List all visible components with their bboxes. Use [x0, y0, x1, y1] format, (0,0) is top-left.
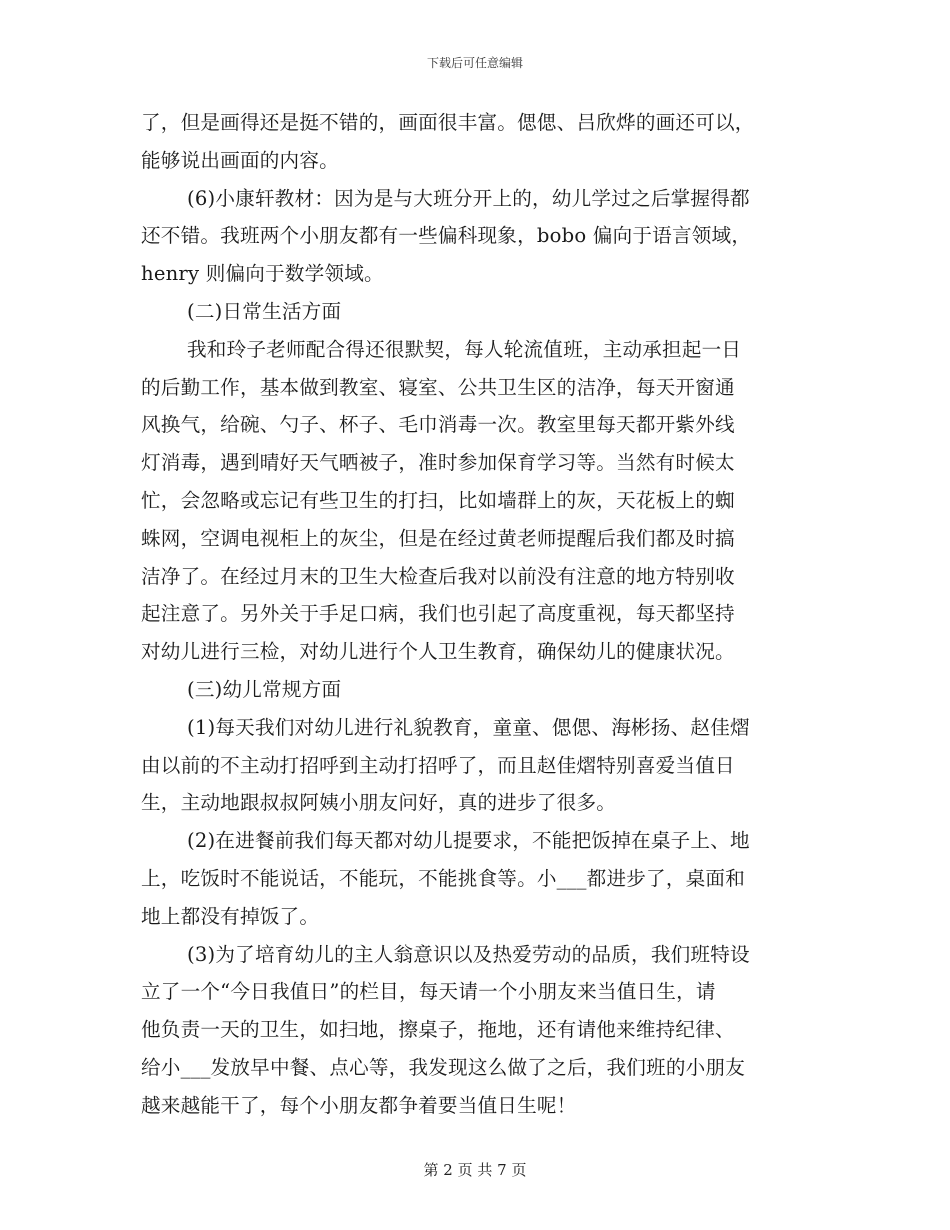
paragraph-start: (1)每天我们对幼儿进行礼貌教育，童童、偲偲、海彬扬、赵佳熠: [187, 715, 750, 739]
text-line: 还不错。我班两个小朋友都有一些偏科现象，bobo 偏向于语言领域，: [141, 224, 752, 248]
text-line: henry 则偏向于数学领域。: [141, 262, 384, 286]
text-line: 起注意了。另外关于手足口病，我们也引起了高度重视，每天都坚持: [141, 602, 735, 626]
page-header: 下载后可任意编辑: [426, 56, 523, 70]
page-footer: 第 2 页 共 7 页: [423, 1161, 527, 1179]
text-line: 立了一个“今日我值日”的栏目，每天请一个小朋友来当值日生，请: [141, 980, 716, 1004]
text-line: 能够说出画面的内容。: [141, 148, 339, 172]
text-line: 由以前的不主动打招呼到主动打招呼了，而且赵佳熠特别喜爱当值日: [141, 753, 735, 777]
paragraph-start: (2)在进餐前我们每天都对幼儿提要求，不能把饭掉在桌子上、地: [187, 829, 750, 853]
text-line: 蛛网，空调电视柜上的灰尘，但是在经过黄老师提醒后我们都及时搞: [141, 526, 735, 550]
section-heading: (二)日常生活方面: [187, 299, 342, 323]
text-line: 对幼儿进行三检，对幼儿进行个人卫生教育，确保幼儿的健康状况。: [141, 640, 735, 664]
section-heading: (三)幼儿常规方面: [187, 677, 342, 701]
text-line: 给小___发放早中餐、点心等，我发现这么做了之后，我们班的小朋友: [141, 1055, 746, 1079]
text-line: 生，主动地跟叔叔阿姨小朋友问好，真的进步了很多。: [141, 791, 617, 815]
text-line: 的后勤工作，基本做到教室、寝室、公共卫生区的洁净，每天开窗通: [141, 375, 735, 399]
text-line: 灯消毒，遇到晴好天气晒被子，准时参加保育学习等。当然有时候太: [141, 451, 735, 475]
paragraph-start: (3)为了培育幼儿的主人翁意识以及热爱劳动的品质，我们班特设: [187, 942, 750, 966]
text-line: 风换气，给碗、勺子、杯子、毛巾消毒一次。教室里每天都开紫外线: [141, 413, 735, 437]
text-line: 了，但是画得还是挺不错的，画面很丰富。偲偲、吕欣烨的画还可以，: [141, 111, 755, 134]
text-line: 忙，会忽略或忘记有些卫生的打扫，比如墙群上的灰，天花板上的蜘: [141, 488, 735, 512]
paragraph-start: (6)小康轩教材：因为是与大班分开上的，幼儿学过之后掌握得都: [187, 186, 750, 210]
text-line: 越来越能干了，每个小朋友都争着要当值日生呢！: [141, 1093, 577, 1117]
text-line: 上，吃饭时不能说话，不能玩，不能挑食等。小___都进步了，桌面和: [141, 866, 746, 890]
paragraph-start: 我和玲子老师配合得还很默契，每人轮流值班，主动承担起一日: [187, 337, 742, 361]
text-line: 地上都没有掉饭了。: [141, 904, 320, 928]
text-line: 洁净了。在经过月末的卫生大检查后我对以前没有注意的地方特别收: [141, 564, 735, 588]
document-body: [141, 104, 811, 1125]
text-line: 他负责一天的卫生，如扫地，擦桌子，拖地，还有请他来维持纪律、: [141, 1018, 735, 1042]
